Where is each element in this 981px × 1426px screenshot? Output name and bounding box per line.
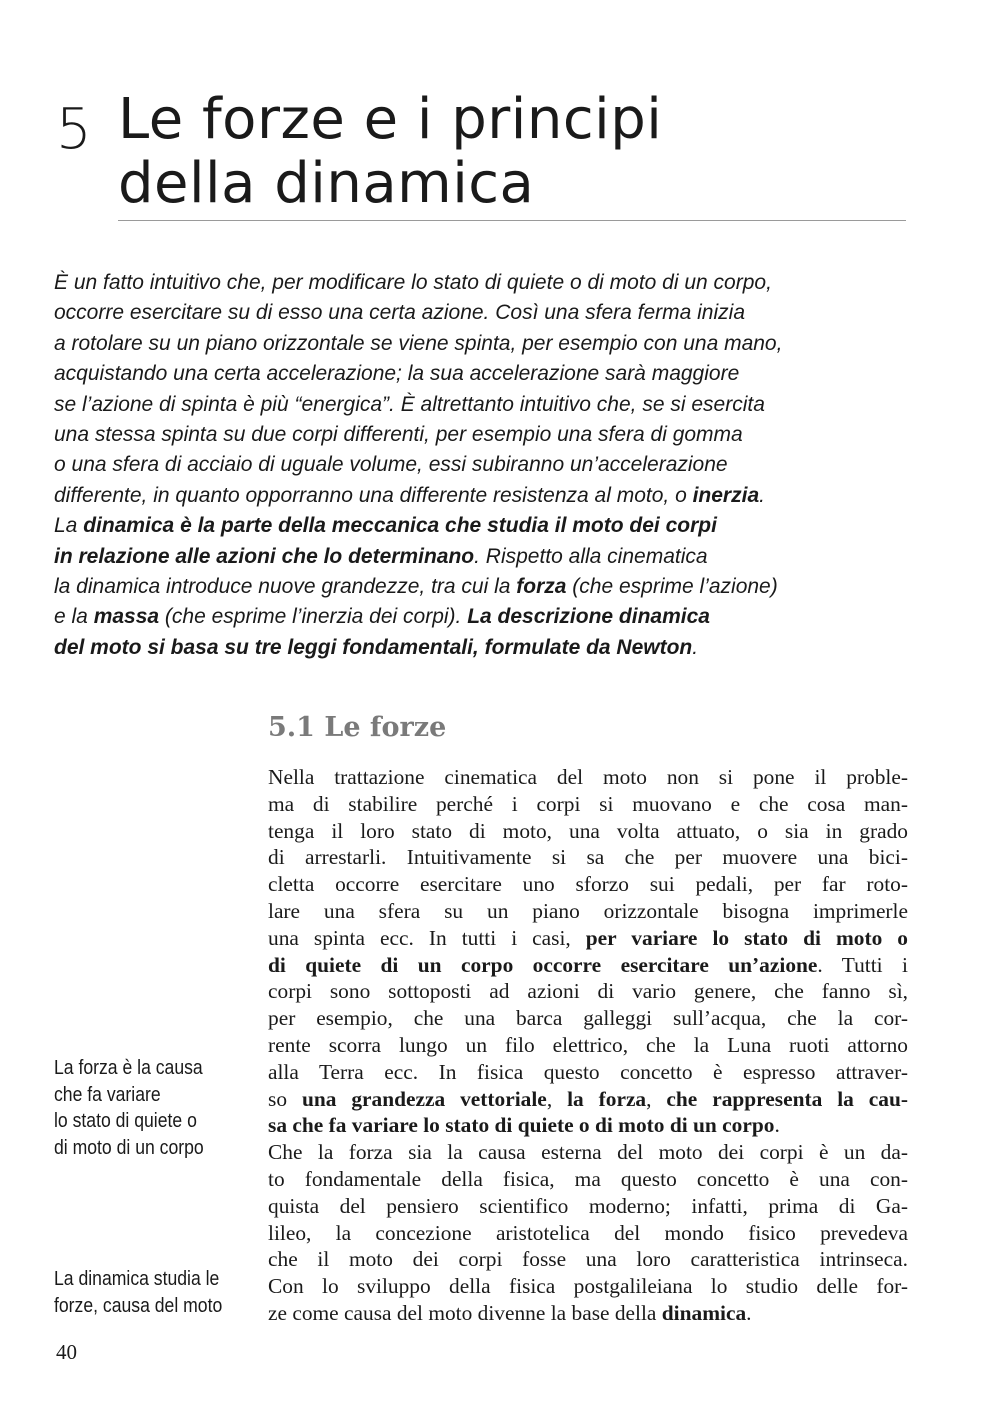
body-line: per esempio, che una barca galleggi sull’acqua, che la cor-: [268, 1006, 908, 1031]
body-line: tenga il loro stato di moto, una volta attuato, o sia in grado: [268, 818, 908, 843]
intro-emphasis: del moto si basa su tre leggi fondamentali, formulate da Newton: [54, 635, 693, 659]
body-text: . Tutti i: [817, 952, 908, 977]
intro-text: (che esprime l’inerzia dei corpi).: [159, 605, 468, 629]
intro-text: differente, in quanto opporranno una differente resistenza al moto, o: [54, 483, 693, 507]
intro-line: [54, 633, 914, 663]
intro-line: [54, 572, 914, 602]
title-divider: [118, 220, 906, 221]
body-line: cletta occorre esercitare uno sforzo sui pedali, per far roto-: [268, 872, 908, 897]
margin-note-dinamica: [54, 1266, 222, 1319]
intro-emphasis: La descrizione dinamica: [467, 605, 710, 629]
intro-keyword-massa: massa: [93, 605, 160, 629]
margin-note-line: La dinamica studia le: [54, 1268, 220, 1290]
body-line: di arrestarli. Intuitivamente si sa che per muovere una bici-: [268, 845, 908, 870]
intro-line: [54, 542, 914, 572]
body-line: corpi sono sottoposti ad azioni di vario genere, che fanno sì,: [268, 979, 908, 1004]
margin-note-line: che fa variare: [54, 1083, 161, 1106]
body-text: .: [746, 1300, 752, 1325]
intro-line: se l’azione di spinta è più “energica”. È altrettanto intuitivo che, se si esercita: [54, 392, 765, 416]
intro-line: a rotolare su un piano orizzontale se viene spinta, per esempio con una mano,: [54, 331, 783, 355]
section-title: 5.1 Le forze: [268, 712, 447, 743]
body-line: to fondamentale della fisica, ma questo concetto è una con-: [268, 1166, 908, 1191]
body-line: [268, 1086, 908, 1113]
intro-line: [54, 481, 914, 511]
body-emphasis: per variare lo stato di moto o: [585, 925, 908, 950]
intro-keyword-inerzia: inerzia: [692, 483, 760, 507]
body-text: ,: [546, 1086, 568, 1111]
body-text: una spinta ecc. In tutti i casi,: [268, 925, 586, 950]
body-emphasis: di quiete di un corpo occorre esercitare un’azione: [268, 952, 818, 977]
section-body: [268, 764, 908, 1327]
margin-note-line: di moto di un corpo: [54, 1136, 204, 1159]
body-line: che il moto dei corpi fosse una loro caratteristica intrinseca.: [268, 1247, 908, 1272]
body-emphasis: una grandezza vettoriale: [301, 1086, 547, 1111]
body-line: lare una sfera su un piano orizzontale bisogna imprimerle: [268, 898, 908, 923]
intro-keyword-forza: forza: [516, 575, 567, 599]
body-emphasis: sa che fa variare lo stato di quiete o di moto di un corpo: [268, 1113, 775, 1138]
body-line: Con lo sviluppo della fisica postgalileiana lo studio delle for-: [268, 1274, 908, 1299]
chapter-intro: [54, 268, 914, 663]
body-line: quista del pensiero scientifico moderno; infatti, prima di Ga-: [268, 1193, 908, 1218]
intro-text: e la: [54, 605, 94, 629]
intro-line: [54, 511, 914, 541]
chapter-title-line-1: Le forze e i principi: [118, 87, 663, 152]
intro-line: È un fatto intuitivo che, per modificare lo stato di quiete o di moto di un corpo,: [54, 271, 772, 294]
body-line: [268, 1112, 908, 1139]
intro-text: la dinamica introduce nuove grandezze, tra cui la: [54, 575, 517, 599]
body-text: so: [268, 1086, 302, 1111]
body-line: [268, 952, 908, 979]
intro-emphasis: dinamica è la parte della meccanica che studia il moto dei corpi: [83, 514, 717, 538]
intro-emphasis: in relazione alle azioni che lo determinano: [54, 544, 475, 568]
intro-text: .: [759, 483, 765, 507]
body-line: [268, 925, 908, 952]
margin-note-forza: [54, 1055, 204, 1161]
body-line: [268, 1300, 908, 1327]
body-line: alla Terra ecc. In fisica questo concetto è espresso attraver-: [268, 1059, 908, 1084]
margin-note-line: forze, causa del moto: [54, 1294, 223, 1317]
page-number: 40: [56, 1340, 77, 1364]
body-text: .: [774, 1113, 780, 1138]
intro-text: La: [54, 514, 84, 538]
intro-line: [54, 602, 914, 632]
body-text: ze come causa del moto divenne la base della: [268, 1300, 662, 1325]
chapter-number: 5: [56, 97, 92, 162]
body-line: lileo, la concezione aristotelica del mondo fisico prevedeva: [268, 1220, 908, 1245]
margin-note-line: La forza è la causa: [54, 1057, 203, 1079]
body-line: ma di stabilire perché i corpi si muovano e che cosa man-: [268, 791, 908, 816]
intro-line: acquistando una certa accelerazione; la sua accelerazione sarà maggiore: [54, 362, 740, 386]
body-line: Nella trattazione cinematica del moto non si pone il proble-: [268, 765, 908, 789]
body-emphasis: che rappresenta la cau-: [666, 1086, 908, 1111]
body-line: rente scorra lungo un filo elettrico, che la Luna ruoti attorno: [268, 1032, 908, 1057]
intro-line: o una sfera di acciaio di uguale volume, essi subiranno un’accelerazione: [54, 453, 728, 477]
intro-line: una stessa spinta su due corpi differenti, per esempio una sfera di gomma: [54, 423, 743, 447]
intro-line: occorre esercitare su di esso una certa azione. Così una sfera ferma inizia: [54, 301, 746, 325]
intro-text: .: [692, 635, 699, 659]
intro-text: . Rispetto alla cinematica: [474, 544, 708, 568]
body-emphasis: la forza: [567, 1086, 647, 1111]
chapter-title: [118, 88, 662, 216]
intro-text: (che esprime l’azione): [566, 575, 778, 599]
body-text: ,: [646, 1086, 667, 1111]
body-line: Che la forza sia la causa esterna del moto dei corpi è un da-: [268, 1140, 908, 1165]
chapter-title-line-2: della dinamica: [118, 151, 535, 216]
body-keyword-dinamica: dinamica: [661, 1300, 747, 1325]
margin-note-line: lo stato di quiete o: [54, 1110, 197, 1133]
